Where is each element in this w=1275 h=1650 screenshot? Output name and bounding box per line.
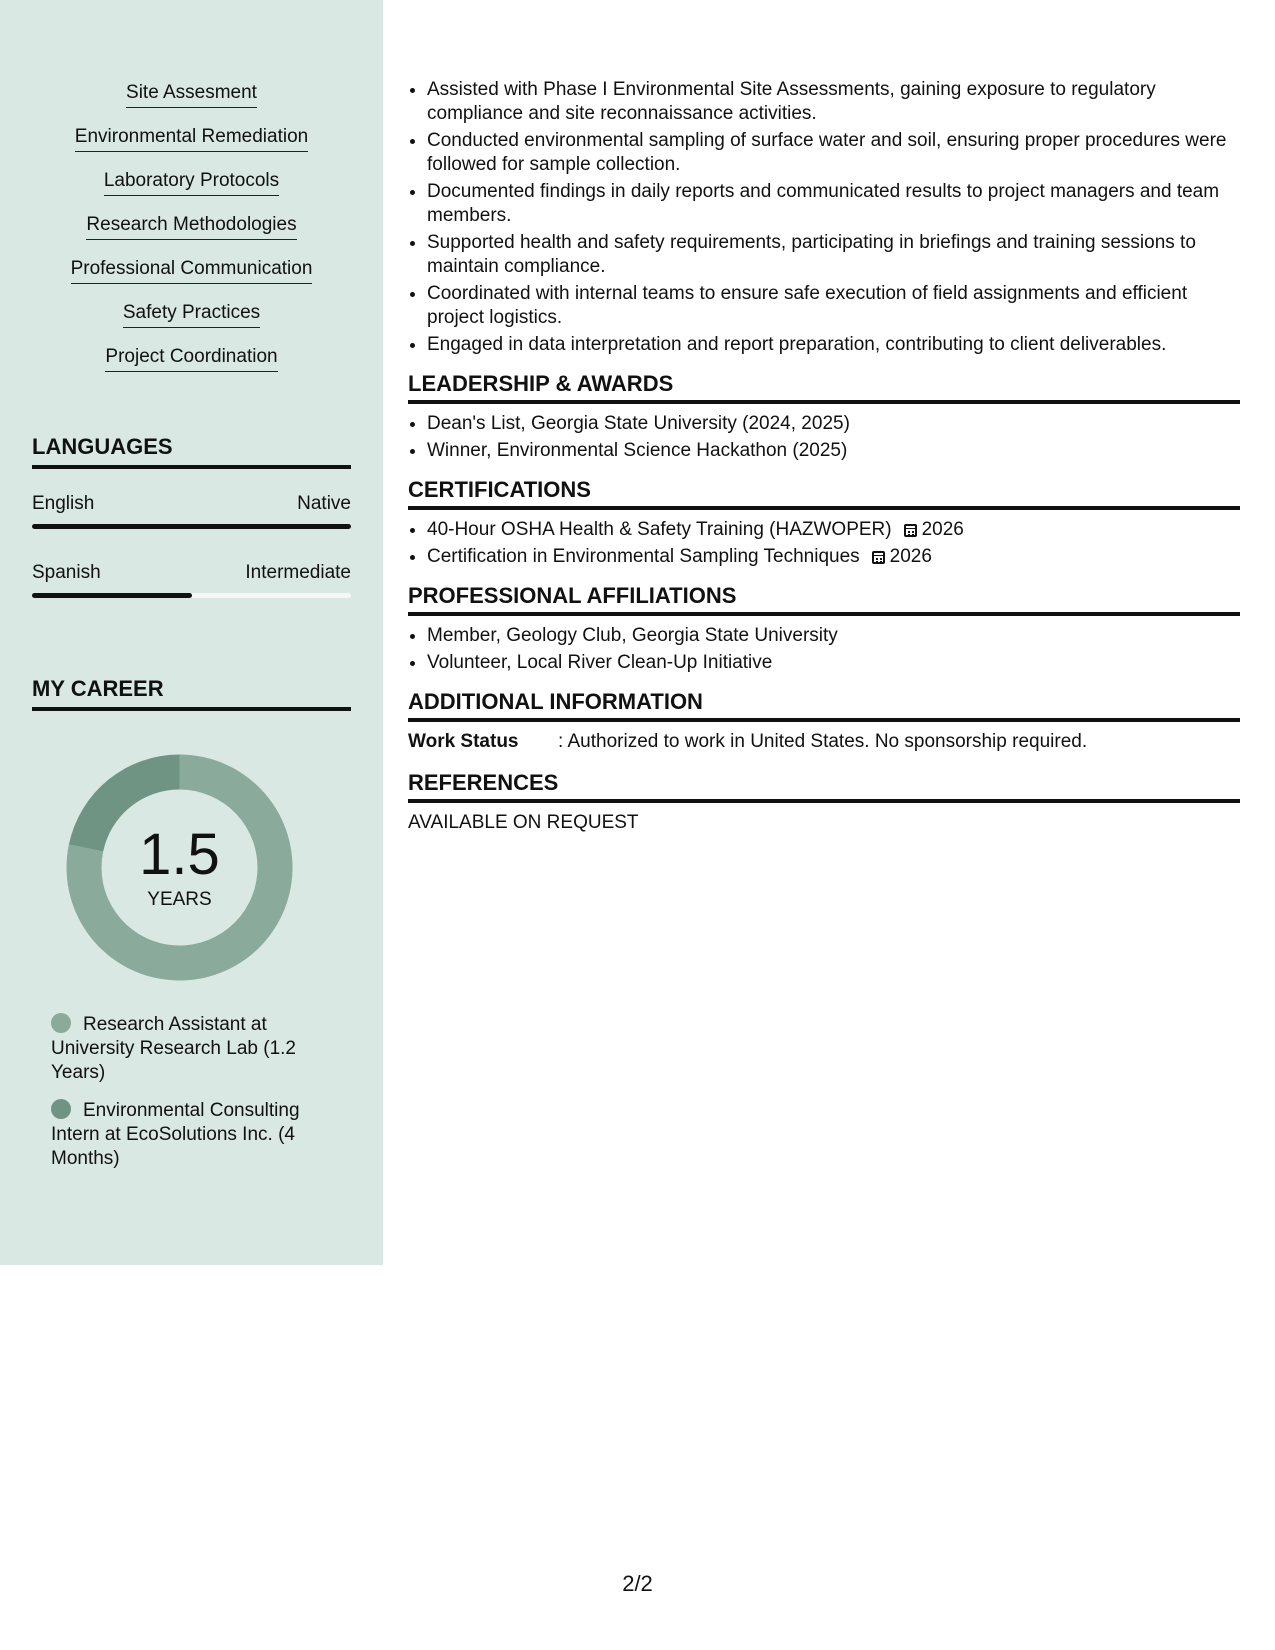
leadership-list [408, 412, 1240, 463]
skill-item: Laboratory Protocols [104, 170, 279, 196]
skill-item: Project Coordination [105, 346, 277, 372]
career-heading: MY CAREER [32, 676, 351, 711]
career-legend-item [51, 1099, 311, 1171]
career-total-unit: YEARS [147, 889, 212, 910]
work-status-value: : Authorized to work in United States. No sponsorship required. [558, 731, 1088, 752]
skill-item: Safety Practices [123, 302, 260, 328]
language-row-spanish [32, 562, 351, 584]
certification-name: 40-Hour OSHA Health & Safety Training (HAZWOPER) [427, 519, 892, 540]
certification-year: 2026 [921, 519, 964, 540]
affiliation-item: • Member, Geology Club, Georgia State University [427, 624, 1240, 648]
experience-bullet: • Coordinated with internal teams to ensure safe execution of field assignments and efficient project logistics. [427, 282, 1240, 330]
career-legend-label: Environmental Consulting Intern at EcoSolutions Inc. (4 Months) [51, 1100, 300, 1169]
main-content [408, 78, 1240, 835]
language-name: English [32, 493, 95, 514]
page-number: 2/2 [622, 1571, 653, 1596]
language-level: Native [297, 493, 351, 514]
affiliations-list [408, 624, 1240, 675]
language-bar-english [32, 524, 351, 529]
affiliations-heading: PROFESSIONAL AFFILIATIONS [408, 583, 1240, 616]
career-total-value: 1.5 [139, 822, 220, 887]
skills-list [0, 82, 383, 390]
experience-bullet: • Supported health and safety requirements, participating in briefings and training sessions to maintain compliance. [427, 231, 1240, 279]
certification-item [427, 518, 1240, 542]
legend-dot [51, 1013, 71, 1033]
certification-name: Certification in Environmental Sampling Techniques [427, 546, 860, 567]
references-text: AVAILABLE ON REQUEST [408, 812, 639, 833]
certifications-heading: CERTIFICATIONS [408, 477, 1240, 510]
experience-bullet: • Documented findings in daily reports and communicated results to project managers and team members. [427, 180, 1240, 228]
calendar-icon [872, 551, 885, 564]
language-level: Intermediate [245, 562, 351, 583]
sidebar [0, 0, 383, 1265]
work-status-row [408, 730, 1240, 754]
leadership-item: • Winner, Environmental Science Hackathon (2025) [427, 439, 1240, 463]
experience-bullet: • Conducted environmental sampling of surface water and soil, ensuring proper procedures were followed for sample collection. [427, 129, 1240, 177]
certification-year: 2026 [889, 546, 932, 567]
references-heading: REFERENCES [408, 770, 1240, 803]
skill-item: Environmental Remediation [75, 126, 308, 152]
experience-bullet: • Assisted with Phase I Environmental Site Assessments, gaining exposure to regulatory compliance and site reconnaissance activities. [427, 78, 1240, 126]
legend-dot [51, 1099, 71, 1119]
language-bar-fill [32, 593, 192, 598]
skill-item: Site Assesment [126, 82, 257, 108]
leadership-item: • Dean's List, Georgia State University (2024, 2025) [427, 412, 1240, 436]
experience-bullets [408, 78, 1240, 357]
leadership-heading: LEADERSHIP & AWARDS [408, 371, 1240, 404]
language-row-english [32, 493, 351, 515]
languages-heading: LANGUAGES [32, 434, 351, 469]
certification-item [427, 545, 1240, 569]
language-name: Spanish [32, 562, 101, 583]
certifications-list [408, 518, 1240, 569]
additional-info-heading: ADDITIONAL INFORMATION [408, 689, 1240, 722]
language-bar-spanish [32, 593, 351, 598]
skill-item: Professional Communication [71, 258, 313, 284]
work-status-label: Work Status [408, 731, 519, 752]
language-bar-fill [32, 524, 351, 529]
skill-item: Research Methodologies [86, 214, 296, 240]
career-legend-label: Research Assistant at University Research Lab (1.2 Years) [51, 1014, 296, 1083]
affiliation-item: • Volunteer, Local River Clean-Up Initiative [427, 651, 1240, 675]
career-legend-item [51, 1013, 311, 1085]
calendar-icon [904, 524, 917, 537]
experience-bullet: • Engaged in data interpretation and report preparation, contributing to client deliverables. [427, 333, 1240, 357]
